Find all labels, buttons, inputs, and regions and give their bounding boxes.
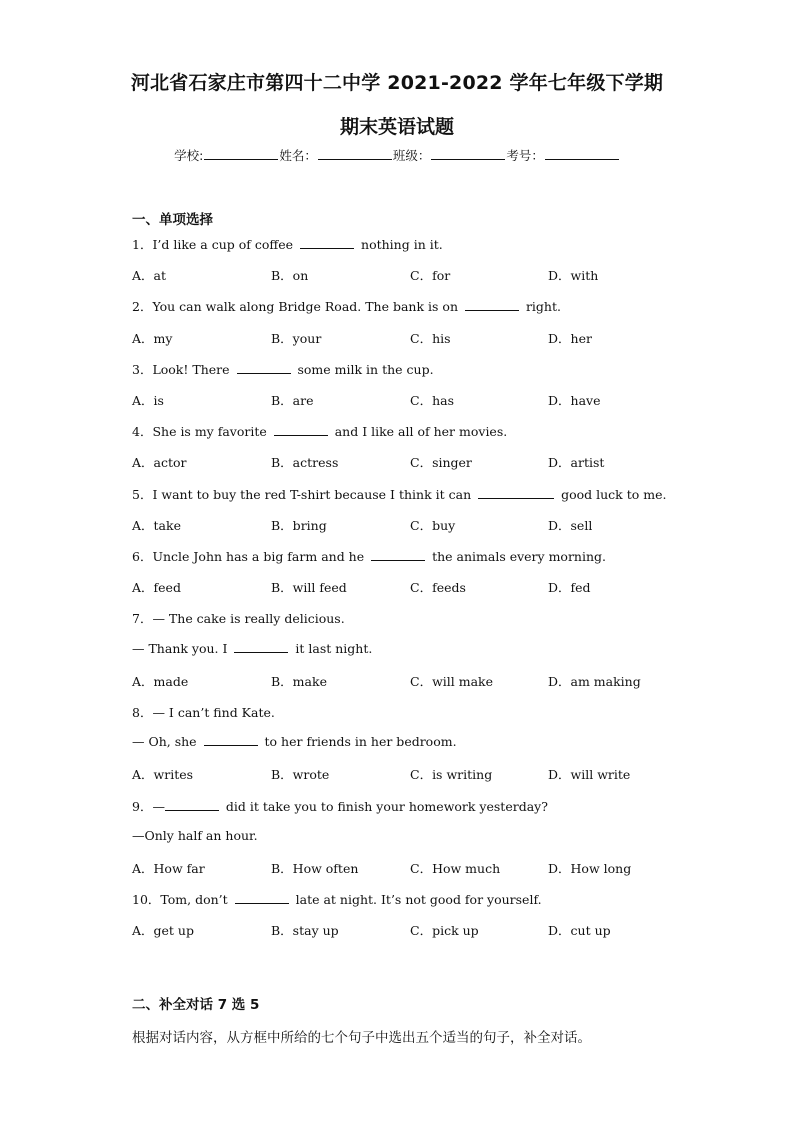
question-1: 1．I’d like a cup of coffee nothing in it.	[132, 237, 443, 252]
options-q6	[132, 578, 692, 594]
option-b[interactable]: B．are	[271, 393, 314, 408]
option-c[interactable]: C．will make	[410, 674, 494, 689]
options-q1	[132, 266, 692, 282]
question-6: 6．Uncle John has a big farm and he the animals every morning.	[132, 549, 606, 564]
option-b[interactable]: B．make	[271, 674, 327, 689]
answer-blank[interactable]	[165, 799, 219, 811]
question-7-prompt: 7．— The cake is really delicious.	[132, 611, 345, 626]
option-c[interactable]: C．How much	[410, 861, 501, 876]
option-a[interactable]: A．is	[132, 393, 164, 408]
name-label: 姓名：	[279, 148, 317, 163]
option-d[interactable]: D．will write	[548, 767, 631, 782]
option-c[interactable]: C．pick up	[410, 923, 479, 938]
option-b[interactable]: B．will feed	[271, 580, 347, 595]
question-7: — Thank you. I it last night.	[132, 641, 373, 656]
question-10: 10．Tom, don’t late at night. It’s not good for yourself.	[132, 892, 542, 907]
answer-blank[interactable]	[204, 734, 258, 746]
answer-blank[interactable]	[478, 487, 554, 499]
option-d[interactable]: D．her	[548, 331, 592, 346]
options-q9	[132, 859, 692, 875]
option-b[interactable]: B．your	[271, 331, 322, 346]
question-9-reply: —Only half an hour.	[132, 828, 258, 843]
exam-no-blank[interactable]	[545, 147, 619, 160]
option-d[interactable]: D．am making	[548, 674, 641, 689]
exam-no-label: 考号：	[506, 148, 544, 163]
answer-blank[interactable]	[274, 424, 328, 436]
section2-heading: 二、补全对话 7 选 5	[132, 997, 260, 1013]
section1-heading: 一、单项选择	[132, 212, 213, 228]
student-info-line	[0, 146, 794, 164]
answer-blank[interactable]	[235, 892, 289, 904]
question-4: 4．She is my favorite and I like all of her movies.	[132, 424, 508, 439]
section2-instruction: 根据对话内容，从方框中所给的七个句子中选出五个适当的句子，补全对话。	[132, 1030, 591, 1046]
options-q5	[132, 516, 692, 532]
question-9: 9．— did it take you to finish your homework yesterday?	[132, 799, 548, 814]
exam-title-line1: 河北省石家庄市第四十二中学 2021-2022 学年七年级下学期	[130, 72, 664, 94]
option-a[interactable]: A．get up	[132, 923, 194, 938]
question-8: — Oh, she to her friends in her bedroom.	[132, 734, 457, 749]
option-d[interactable]: D．sell	[548, 518, 593, 533]
option-c[interactable]: C．buy	[410, 518, 456, 533]
option-a[interactable]: A．feed	[132, 580, 181, 595]
option-d[interactable]: D．artist	[548, 455, 605, 470]
option-c[interactable]: C．has	[410, 393, 454, 408]
answer-blank[interactable]	[300, 237, 354, 249]
option-d[interactable]: D．with	[548, 268, 599, 283]
question-3: 3．Look! There some milk in the cup.	[132, 362, 434, 377]
exam-title-line2: 期末英语试题	[339, 116, 454, 138]
option-d[interactable]: D．fed	[548, 580, 591, 595]
options-q10	[132, 921, 692, 937]
school-blank[interactable]	[204, 147, 278, 160]
option-a[interactable]: A．made	[132, 674, 189, 689]
option-a[interactable]: A．actor	[132, 455, 187, 470]
answer-blank[interactable]	[371, 549, 425, 561]
option-c[interactable]: C．his	[410, 331, 451, 346]
option-b[interactable]: B．stay up	[271, 923, 339, 938]
option-c[interactable]: C．singer	[410, 455, 472, 470]
question-2: 2．You can walk along Bridge Road. The bank is on right.	[132, 299, 561, 314]
option-b[interactable]: B．How often	[271, 861, 359, 876]
question-8-prompt: 8．— I can’t find Kate.	[132, 705, 275, 720]
option-b[interactable]: B．on	[271, 268, 309, 283]
option-b[interactable]: B．actress	[271, 455, 339, 470]
name-blank[interactable]	[318, 147, 392, 160]
question-5: 5．I want to buy the red T-shirt because I think it can good luck to me.	[132, 487, 667, 502]
option-c[interactable]: C．is writing	[410, 767, 493, 782]
option-a[interactable]: A．How far	[132, 861, 205, 876]
school-label: 学校:	[174, 148, 204, 163]
option-b[interactable]: B．wrote	[271, 767, 330, 782]
options-q4	[132, 453, 692, 469]
answer-blank[interactable]	[234, 641, 288, 653]
option-c[interactable]: C．feeds	[410, 580, 466, 595]
option-a[interactable]: A．take	[132, 518, 181, 533]
option-d[interactable]: D．have	[548, 393, 601, 408]
class-blank[interactable]	[431, 147, 505, 160]
option-a[interactable]: A．my	[132, 331, 173, 346]
options-q7	[132, 672, 692, 688]
option-d[interactable]: D．cut up	[548, 923, 611, 938]
options-q8	[132, 765, 692, 781]
answer-blank[interactable]	[237, 362, 291, 374]
option-a[interactable]: A．at	[132, 268, 167, 283]
option-a[interactable]: A．writes	[132, 767, 194, 782]
option-c[interactable]: C．for	[410, 268, 451, 283]
options-q3	[132, 391, 692, 407]
options-q2	[132, 329, 692, 345]
answer-blank[interactable]	[465, 299, 519, 311]
option-d[interactable]: D．How long	[548, 861, 632, 876]
option-b[interactable]: B．bring	[271, 518, 327, 533]
class-label: 班级：	[392, 148, 431, 163]
